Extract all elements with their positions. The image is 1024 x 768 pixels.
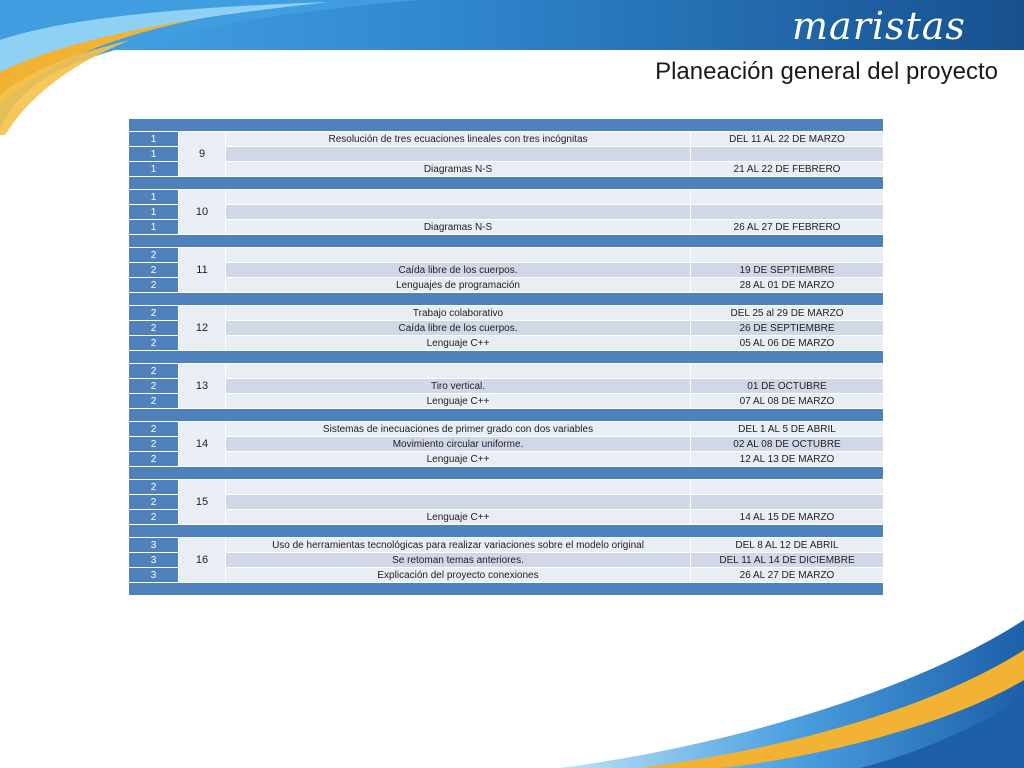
topic-cell [226,205,690,219]
session-number-cell: 2 [129,394,178,408]
date-cell: DEL 8 AL 12 DE ABRIL [691,538,883,552]
topic-cell: Lenguaje C++ [226,394,690,408]
session-number-cell: 2 [129,510,178,524]
table-row [129,147,883,161]
table-row [129,394,883,408]
week-number-cell: 10 [179,190,225,234]
session-number-cell: 2 [129,452,178,466]
date-cell: DEL 11 AL 22 DE MARZO [691,132,883,146]
date-cell: 05 AL 06 DE MARZO [691,336,883,350]
week-number-cell: 11 [179,248,225,292]
table-row [129,379,883,393]
date-cell: DEL 11 AL 14 DE DICIEMBRE [691,553,883,567]
table-row [129,278,883,292]
topic-cell: Lenguajes de programación [226,278,690,292]
table-separator-row [129,467,883,479]
date-cell: 28 AL 01 DE MARZO [691,278,883,292]
session-number-cell: 2 [129,437,178,451]
session-number-cell: 1 [129,147,178,161]
table-row [129,437,883,451]
date-cell: 26 AL 27 DE MARZO [691,568,883,582]
table-row [129,248,883,262]
table-row [129,553,883,567]
date-cell: DEL 25 al 29 DE MARZO [691,306,883,320]
separator-cell [129,351,883,363]
session-number-cell: 2 [129,306,178,320]
date-cell [691,147,883,161]
topic-cell: Movimiento circular uniforme. [226,437,690,451]
topic-cell: Caída libre de los cuerpos. [226,263,690,277]
topic-cell: Uso de herramientas tecnológicas para realizar variaciones sobre el modelo original [226,538,690,552]
date-cell [691,205,883,219]
topic-cell: Tiro vertical. [226,379,690,393]
session-number-cell: 3 [129,538,178,552]
table-separator-row [129,409,883,421]
table-row [129,205,883,219]
topic-cell: Se retoman temas anteriores. [226,553,690,567]
date-cell [691,495,883,509]
separator-cell [129,409,883,421]
session-number-cell: 2 [129,248,178,262]
maristas-logo: maristas [792,4,966,48]
date-cell: 01 DE OCTUBRE [691,379,883,393]
table-row [129,220,883,234]
session-number-cell: 1 [129,220,178,234]
date-cell [691,248,883,262]
session-number-cell: 2 [129,321,178,335]
date-cell: 07 AL 08 DE MARZO [691,394,883,408]
separator-cell [129,177,883,189]
table-row [129,495,883,509]
date-cell [691,190,883,204]
table-row [129,538,883,552]
table-row [129,364,883,378]
session-number-cell: 2 [129,336,178,350]
week-number-cell: 9 [179,132,225,176]
schedule-table [128,118,883,596]
topic-cell: Lenguaje C++ [226,452,690,466]
date-cell: 19 DE SEPTIEMBRE [691,263,883,277]
session-number-cell: 2 [129,379,178,393]
table-row [129,568,883,582]
topic-cell [226,495,690,509]
table-row [129,263,883,277]
date-cell: 02 AL 08 DE OCTUBRE [691,437,883,451]
date-cell: DEL 1 AL 5 DE ABRIL [691,422,883,436]
topic-cell: Resolución de tres ecuaciones lineales con tres incógnitas [226,132,690,146]
week-number-cell: 15 [179,480,225,524]
topic-cell [226,364,690,378]
date-cell: 21 AL 22 DE FEBRERO [691,162,883,176]
session-number-cell: 2 [129,263,178,277]
separator-cell [129,583,883,595]
topic-cell: Lenguaje C++ [226,336,690,350]
date-cell [691,480,883,494]
topic-cell: Lenguaje C++ [226,510,690,524]
topic-cell: Diagramas N-S [226,162,690,176]
table-separator-row [129,525,883,537]
week-number-cell: 12 [179,306,225,350]
table-row [129,510,883,524]
footer-swoosh [0,600,1024,768]
session-number-cell: 1 [129,132,178,146]
session-number-cell: 1 [129,162,178,176]
table-row [129,480,883,494]
table-separator-row [129,177,883,189]
session-number-cell: 1 [129,190,178,204]
topic-cell [226,248,690,262]
topic-cell [226,480,690,494]
topic-cell: Explicación del proyecto conexiones [226,568,690,582]
date-cell: 26 AL 27 DE FEBRERO [691,220,883,234]
date-cell: 12 AL 13 DE MARZO [691,452,883,466]
topic-cell [226,190,690,204]
week-number-cell: 13 [179,364,225,408]
separator-cell [129,293,883,305]
separator-cell [129,235,883,247]
table-row [129,336,883,350]
table-row [129,132,883,146]
session-number-cell: 2 [129,278,178,292]
table-row [129,321,883,335]
week-number-cell: 14 [179,422,225,466]
date-cell: 26 DE SEPTIEMBRE [691,321,883,335]
week-number-cell: 16 [179,538,225,582]
separator-cell [129,119,883,131]
session-number-cell: 1 [129,205,178,219]
table-row [129,306,883,320]
table-row [129,190,883,204]
separator-cell [129,467,883,479]
date-cell [691,364,883,378]
table-separator-row [129,293,883,305]
table-row [129,162,883,176]
page-title: Planeación general del proyecto [655,58,998,85]
topic-cell: Trabajo colaborativo [226,306,690,320]
date-cell: 14 AL 15 DE MARZO [691,510,883,524]
topic-cell: Caída libre de los cuerpos. [226,321,690,335]
table-row [129,452,883,466]
separator-cell [129,525,883,537]
table-separator-row [129,235,883,247]
session-number-cell: 2 [129,364,178,378]
table-separator-row [129,119,883,131]
table-separator-row [129,351,883,363]
session-number-cell: 2 [129,422,178,436]
topic-cell: Diagramas N-S [226,220,690,234]
session-number-cell: 3 [129,568,178,582]
table-row [129,422,883,436]
session-number-cell: 3 [129,553,178,567]
session-number-cell: 2 [129,480,178,494]
topic-cell [226,147,690,161]
table-separator-row [129,583,883,595]
session-number-cell: 2 [129,495,178,509]
topic-cell: Sistemas de inecuaciones de primer grado con dos variables [226,422,690,436]
